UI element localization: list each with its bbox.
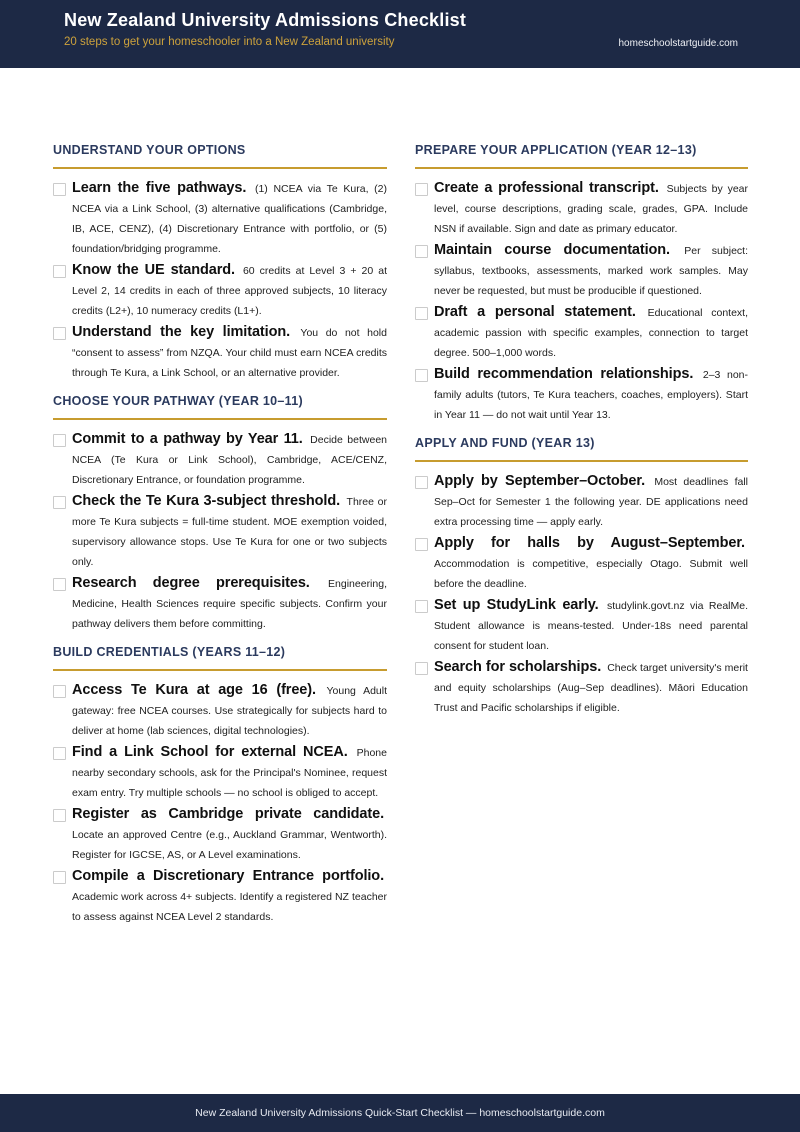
section-choose-your-pathway [53,394,387,634]
checkbox[interactable] [415,245,428,258]
item-description: Locate an approved Centre (e.g., Auckland Grammar, Wentworth). Register for IGCSE, AS, or A Level examinations. [72,829,387,861]
page-header [0,0,800,68]
item-description: Young Adult gateway: free NCEA courses. Use strategically for subjects hard to deliver at home (lab sciences, digital technologies). [72,685,388,737]
item-title: Register as Cambridge private candidate. [72,806,384,822]
checklist-item [415,178,748,239]
item-text [434,364,748,425]
item-text [72,804,387,865]
checkbox[interactable] [415,183,428,196]
item-title: Commit to a pathway by Year 11. [72,431,303,447]
checkbox[interactable] [53,685,66,698]
item-description: You do not hold “consent to assess” from NZQA. Your child must earn NCEA credits through Te Kura, a Link School, or an alternative provider. [72,327,387,379]
item-description: Decide between NCEA (Te Kura or Link School), Cambridge, ACE/CENZ, Discretionary Entrance, or foundation programme. [72,434,388,486]
item-text [72,429,387,490]
checkbox[interactable] [53,747,66,760]
checkbox[interactable] [53,809,66,822]
page-footer [0,1094,800,1132]
site-domain: homeschoolstartguide.com [618,38,738,49]
item-title: Compile a Discretionary Entrance portfolio. [72,868,384,884]
item-description: 60 credits at Level 3 + 20 at Level 2, 14 credits in each of three approved subjects, 10 literacy credits (L2+), 10 numeracy credits (L1+). [72,265,388,317]
section-divider [53,669,387,671]
item-description: Check target university's merit and equity scholarships (Aug–Sep deadlines). Māori Education Trust and Pacific scholarships if eligible. [434,662,748,714]
footer-text: New Zealand University Admissions Quick-Start Checklist — homeschoolstartguide.com [195,1107,605,1119]
item-text [72,491,387,572]
item-text [72,573,387,634]
checklist-item [53,866,387,927]
item-text [434,657,748,718]
checkbox[interactable] [53,871,66,884]
section-heading: APPLY AND FUND (YEAR 13) [415,436,595,450]
item-title: Learn the five pathways. [72,180,247,196]
page-title: New Zealand University Admissions Checklist [64,10,467,30]
item-text [72,260,387,321]
item-title: Understand the key limitation. [72,324,291,340]
item-title: Apply by September–October. [434,473,646,489]
item-title: Find a Link School for external NCEA. [72,744,348,760]
item-title: Search for scholarships. [434,659,602,675]
checklist-item [415,302,748,363]
checkbox[interactable] [415,369,428,382]
checkbox[interactable] [415,662,428,675]
checklist-item [53,491,387,572]
section-divider [415,460,748,462]
right-column [415,143,748,719]
checklist-item [415,657,748,718]
checkbox[interactable] [53,183,66,196]
left-column [53,143,387,928]
item-title: Draft a personal statement. [434,304,636,320]
checklist-item [53,742,387,803]
section-apply-and-fund [415,436,748,718]
checklist-item [415,364,748,425]
checklist-item [53,680,387,741]
checklist-item [415,471,748,532]
item-text [72,322,387,383]
checkbox[interactable] [415,538,428,551]
item-text [434,533,748,594]
section-divider [415,167,748,169]
checklist-item [53,804,387,865]
checklist-item [53,429,387,490]
section-prepare-your-application [415,143,748,425]
item-description: 2–3 non-family adults (tutors, Te Kura teachers, coaches, employers). Start in Year 11 — do not wait until Year 13. [434,369,749,421]
checkbox[interactable] [53,496,66,509]
item-text [72,680,387,741]
item-text [434,240,748,301]
checkbox[interactable] [415,307,428,320]
item-text [434,302,748,363]
checklist-item [415,533,748,594]
item-title: Check the Te Kura 3-subject threshold. [72,493,341,509]
item-title: Set up StudyLink early. [434,597,599,613]
section-divider [53,418,387,420]
item-text [434,471,748,532]
item-text [72,742,387,803]
checkbox[interactable] [53,327,66,340]
item-title: Know the UE standard. [72,262,235,278]
item-title: Apply for halls by August–September. [434,535,745,551]
section-heading: UNDERSTAND YOUR OPTIONS [53,143,246,157]
item-description: Accommodation is competitive, especially Otago. Submit well before the deadline. [434,558,748,590]
item-text [72,866,387,927]
section-understand-your-options [53,143,387,383]
item-title: Build recommendation relationships. [434,366,694,382]
item-text [434,178,748,239]
item-text [434,595,748,656]
checklist-item [53,178,387,259]
section-divider [53,167,387,169]
item-description: Academic work across 4+ subjects. Identify a registered NZ teacher to assess against NCEA Level 2 standards. [72,891,387,923]
item-title: Maintain course documentation. [434,242,670,258]
item-description: Per subject: syllabus, textbooks, assessments, marked work samples. May never be requested, but must be producible if questioned. [434,245,748,297]
section-heading: BUILD CREDENTIALS (YEARS 11–12) [53,645,286,659]
item-title: Access Te Kura at age 16 (free). [72,682,316,698]
checklist-item [415,240,748,301]
item-description: Engineering, Medicine, Health Sciences require specific subjects. Confirm your pathway delivers them before committing. [72,578,387,630]
item-description: Most deadlines fall Sep–Oct for Semester 1 the following year. DE applications need extra processing time — apply early. [434,476,748,528]
page-subtitle: 20 steps to get your homeschooler into a New Zealand university [64,36,395,48]
item-title: Create a professional transcript. [434,180,659,196]
checkbox[interactable] [53,434,66,447]
checkbox[interactable] [53,265,66,278]
item-description: studylink.govt.nz via RealMe. Student allowance is means-tested. Under-18s need parental consent for student loan. [434,600,749,652]
checklist-item [53,573,387,634]
checkbox[interactable] [415,600,428,613]
section-build-credentials [53,645,387,927]
item-description: Three or more Te Kura subjects = full-time student. MOE exemption voided, supervisory allowance stops. Use Te Kura for one or two subjects only. [72,496,387,568]
item-title: Research degree prerequisites. [72,575,310,591]
checklist-item [53,322,387,383]
item-text [72,178,387,259]
section-heading: PREPARE YOUR APPLICATION (YEAR 12–13) [415,143,697,157]
item-description: Phone nearby secondary schools, ask for the Principal's Nominee, request exam entry. Try multiple schools — no school is obliged to accept. [72,747,387,799]
section-heading: CHOOSE YOUR PATHWAY (YEAR 10–11) [53,394,303,408]
checkbox[interactable] [53,578,66,591]
checklist-item [415,595,748,656]
checkbox[interactable] [415,476,428,489]
item-description: (1) NCEA via Te Kura, (2) NCEA via a Link School, (3) alternative qualifications (Cambridge, IB, ACE, CENZ), (4) Discretionary Entrance with portfolio, or (5) foundation/bridging programme. [72,183,388,255]
checklist-item [53,260,387,321]
item-description: Educational context, academic passion with specific examples, connection to target degree. 500–1,000 words. [434,307,749,359]
item-description: Subjects by year level, course descriptions, grading scale, grades, GPA. Include NSN if available. Sign and date as primary educator. [434,183,748,235]
